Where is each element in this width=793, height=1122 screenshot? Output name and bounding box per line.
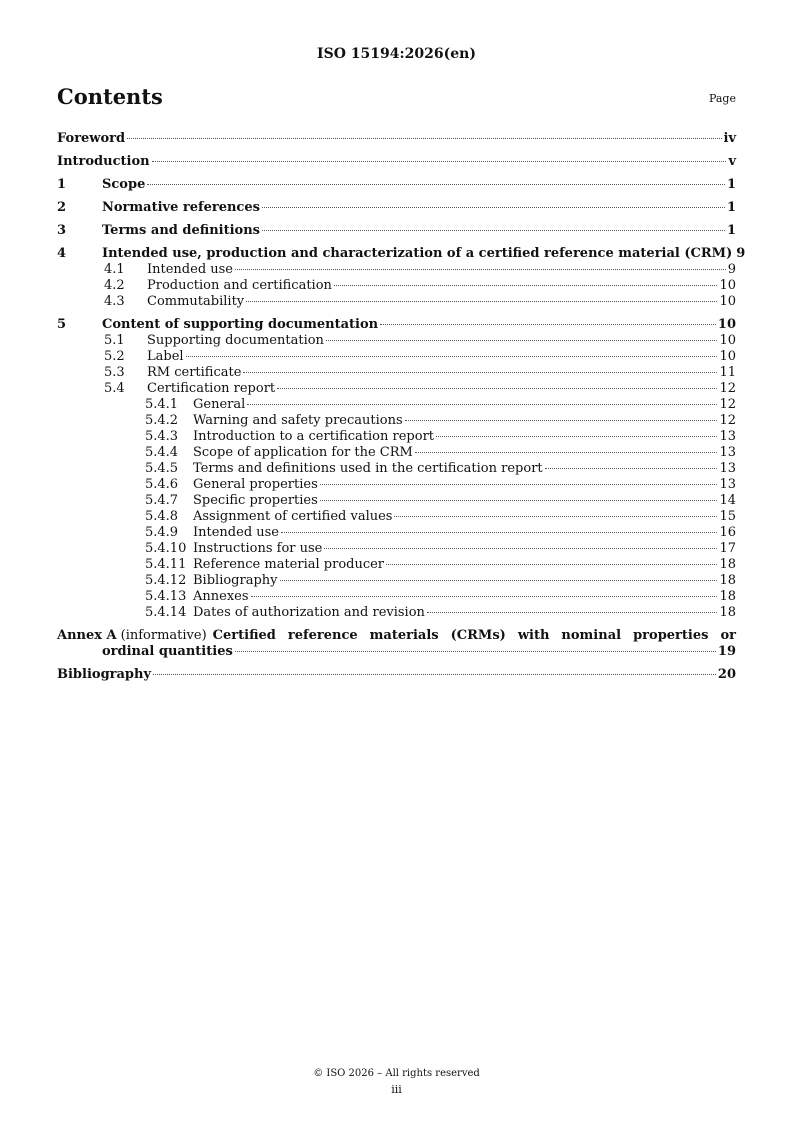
dot-leader [153, 674, 716, 675]
toc-entry-number: 5.4.13 [145, 589, 187, 604]
toc-entry-number: 5.1 [104, 333, 125, 348]
toc-entry-number: 5.4.9 [145, 525, 179, 540]
toc-entry-title: Introduction [57, 154, 150, 169]
toc-entry-title: Foreword [57, 131, 126, 146]
toc-entry[interactable] [57, 381, 736, 397]
toc-entry-number: 5.4.2 [145, 413, 179, 428]
toc-entry-page: 18 [719, 573, 736, 588]
toc-entry-number: 5.4.12 [145, 573, 187, 588]
toc-entry-number: 5.4.10 [145, 541, 187, 556]
dot-leader [235, 269, 726, 270]
toc-entry-page: 13 [719, 477, 736, 492]
toc-entry-number: 5.2 [104, 349, 125, 364]
dot-leader [320, 500, 718, 501]
toc-entry-page: 9 [727, 262, 736, 277]
toc-entry-page: 10 [719, 349, 736, 364]
toc-entry-page: 18 [719, 589, 736, 604]
toc-entry[interactable] [57, 413, 736, 429]
toc-entry[interactable] [57, 317, 736, 333]
toc-entry-title: Terms and definitions used in the certification report [193, 461, 543, 476]
toc-entry[interactable] [57, 223, 736, 239]
toc-entry[interactable] [57, 589, 736, 605]
toc-entry[interactable] [57, 154, 736, 170]
toc-entry-number: 3 [57, 223, 67, 238]
annex-title-line2 [57, 644, 736, 660]
toc-entry-page: 18 [719, 557, 736, 572]
toc-entry-title: Certification report [147, 381, 276, 396]
toc-entry-title: Content of supporting documentation [102, 317, 379, 332]
toc-entry-page: 18 [719, 605, 736, 620]
toc-entry-page: 9 [736, 246, 746, 261]
toc-entry-title: Assignment of certified values [193, 509, 393, 524]
toc-entry-page: 11 [719, 365, 736, 380]
toc-entry-title: Warning and safety precautions [193, 413, 403, 428]
toc-entry-page: v [728, 154, 736, 169]
page-number: iii [391, 1083, 402, 1096]
toc-entry[interactable] [57, 573, 736, 589]
toc-entry-number: 2 [57, 200, 67, 215]
toc-entry-title: General properties [193, 477, 318, 492]
toc-entry-number: 5.4.7 [145, 493, 179, 508]
toc-entry-number: 5.4.6 [145, 477, 179, 492]
toc-entry-page: 1 [726, 223, 736, 238]
toc-entry-number: 4.3 [104, 294, 125, 309]
toc-entry-number: 5.4.8 [145, 509, 179, 524]
toc-entry[interactable] [57, 525, 736, 541]
toc-entry-page: 14 [719, 493, 736, 508]
toc-entry-number: 5 [57, 317, 67, 332]
annex-title-part1: Certified reference materials (CRMs) with nominal properties or [212, 628, 736, 643]
dot-leader [386, 564, 717, 565]
toc-entry-number: 5.4.5 [145, 461, 179, 476]
toc-entry-page: 20 [717, 667, 736, 682]
toc-entry-number: 5.4.3 [145, 429, 179, 444]
toc-entry-title: RM certificate [147, 365, 242, 380]
toc-entry-number: 5.4 [104, 381, 125, 396]
annex-informative: (informative) [120, 628, 207, 643]
dot-leader [545, 468, 718, 469]
toc-entry-page: 10 [719, 278, 736, 293]
toc-entry[interactable] [57, 445, 736, 461]
dot-leader [152, 161, 727, 162]
toc-entry-title: Bibliography [193, 573, 278, 588]
toc-entry[interactable] [57, 278, 736, 294]
dot-leader [415, 452, 718, 453]
toc-entry-title: Intended use [147, 262, 234, 277]
toc-entry-title: Annexes [193, 589, 249, 604]
toc-annex-entry[interactable] [57, 628, 736, 660]
toc-entry-page: 13 [719, 429, 736, 444]
toc-entry[interactable] [57, 349, 736, 365]
toc-entry-title: Supporting documentation [147, 333, 324, 348]
dot-leader [334, 285, 718, 286]
dot-leader [326, 340, 718, 341]
toc-entry-number: 5.3 [104, 365, 125, 380]
dot-leader [243, 372, 717, 373]
dot-leader [405, 420, 718, 421]
toc-entry-number: 1 [57, 177, 67, 192]
dot-leader [394, 516, 717, 517]
dot-leader [246, 301, 717, 302]
toc-entry-page: 1 [726, 177, 736, 192]
toc-entry-number: 5.4.11 [145, 557, 187, 572]
annex-page: 19 [717, 644, 736, 659]
dot-leader [147, 184, 725, 185]
toc-entry-page: 13 [719, 461, 736, 476]
dot-leader [262, 230, 725, 231]
toc-entry-page: 15 [719, 509, 736, 524]
toc-entry[interactable] [57, 262, 736, 278]
toc-entry-number: 4 [57, 246, 67, 261]
annex-label: Annex A [57, 628, 117, 643]
dot-leader [277, 388, 717, 389]
toc-entry[interactable] [57, 294, 736, 310]
toc-entry-title: Dates of authorization and revision [193, 605, 425, 620]
toc-entry-title: Bibliography [57, 667, 152, 682]
dot-leader [320, 484, 718, 485]
toc-entry[interactable] [57, 429, 736, 445]
toc-entry[interactable] [57, 246, 746, 262]
copyright-notice: © ISO 2026 – All rights reserved [313, 1068, 480, 1079]
toc-entry[interactable] [57, 177, 736, 193]
toc-entry-title: Instructions for use [193, 541, 323, 556]
toc-entry-page: 16 [719, 525, 736, 540]
toc-entry-page: 12 [719, 397, 736, 412]
toc-entry[interactable] [57, 477, 736, 493]
toc-entry-number: 5.4.14 [145, 605, 187, 620]
dot-leader [262, 207, 725, 208]
page-footer [0, 1066, 793, 1098]
toc-entry-title: Commutability [147, 294, 245, 309]
toc-entry-page: 10 [719, 333, 736, 348]
toc-entry-number: 4.1 [104, 262, 125, 277]
toc-entry[interactable] [57, 365, 736, 381]
table-of-contents [57, 124, 746, 683]
page-column-label: Page [708, 92, 736, 105]
toc-entry-title: Intended use [193, 525, 280, 540]
dot-leader [251, 596, 718, 597]
toc-entry-title: Terms and definitions [102, 223, 260, 238]
toc-entry-title: Intended use, production and characterization of a certified reference material (CRM) [102, 246, 733, 261]
toc-entry-title: Introduction to a certification report [193, 429, 435, 444]
toc-entry[interactable] [57, 397, 736, 413]
toc-entry-title: Production and certification [147, 278, 332, 293]
toc-entry[interactable] [57, 509, 736, 525]
toc-entry-page: 10 [717, 317, 736, 332]
dot-leader [427, 612, 718, 613]
toc-entry-title: Scope of application for the CRM [193, 445, 413, 460]
toc-entry[interactable] [57, 557, 736, 573]
toc-entry-number: 4.2 [104, 278, 125, 293]
dot-leader [235, 651, 716, 652]
dot-leader [280, 580, 718, 581]
toc-entry[interactable] [57, 541, 736, 557]
dot-leader [127, 138, 721, 139]
toc-entry-title: Label [147, 349, 184, 364]
toc-entry-title: Specific properties [193, 493, 318, 508]
dot-leader [324, 548, 717, 549]
toc-entry[interactable] [57, 605, 736, 621]
toc-entry[interactable] [57, 461, 736, 477]
toc-entry-title: Scope [102, 177, 146, 192]
dot-leader [281, 532, 717, 533]
toc-entry-page: iv [723, 131, 736, 146]
toc-bibliography-entry[interactable] [57, 667, 736, 683]
document-id-header: ISO 15194:2026(en) [317, 46, 476, 62]
toc-entry-page: 1 [726, 200, 736, 215]
toc-entry-page: 13 [719, 445, 736, 460]
toc-entry-title: Normative references [102, 200, 260, 215]
toc-entry-number: 5.4.4 [145, 445, 179, 460]
annex-title-part2: ordinal quantities [102, 644, 233, 659]
toc-entry-title: Reference material producer [193, 557, 385, 572]
page-title: Contents [57, 84, 163, 109]
toc-entry[interactable] [57, 333, 736, 349]
toc-entry-title: General [193, 397, 246, 412]
dot-leader [380, 324, 716, 325]
dot-leader [436, 436, 717, 437]
toc-entry-number: 5.4.1 [145, 397, 179, 412]
toc-entry-page: 12 [719, 413, 736, 428]
contents-title-row [57, 84, 736, 112]
dot-leader [247, 404, 717, 405]
toc-entry[interactable] [57, 131, 736, 147]
toc-entry[interactable] [57, 493, 736, 509]
dot-leader [186, 356, 718, 357]
toc-entry[interactable] [57, 200, 736, 216]
annex-title-line1 [57, 628, 736, 644]
toc-entry-page: 12 [719, 381, 736, 396]
toc-entry-page: 17 [719, 541, 736, 556]
toc-entry-page: 10 [719, 294, 736, 309]
